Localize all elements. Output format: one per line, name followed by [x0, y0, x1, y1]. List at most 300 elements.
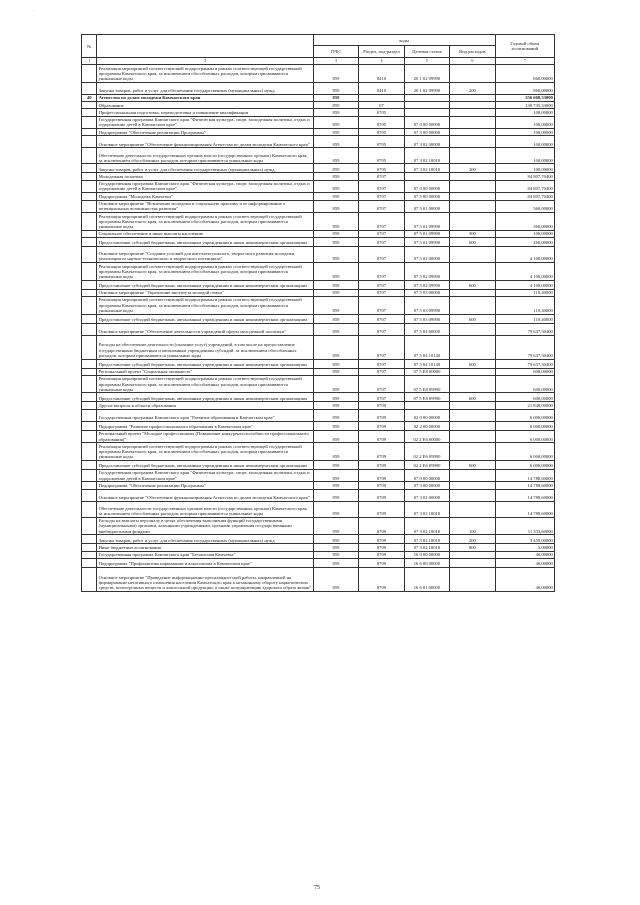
row-sum: 256 668,33000: [495, 94, 554, 101]
row-grbs: 859: [313, 136, 358, 148]
row-grbs: 859: [313, 262, 358, 280]
row-csr: 07 5 03 09990: [404, 296, 449, 314]
row-name: Основное мероприятие "Обеспечение функционирования Агентства по делам молодежи Камчатского края": [97, 136, 313, 148]
row-grbs: 859: [313, 489, 358, 501]
row-grbs: 859: [313, 482, 358, 489]
row-num: [82, 393, 97, 402]
table-row: [82, 489, 555, 501]
table-row: [82, 469, 555, 481]
header-index: 2: [97, 58, 313, 65]
row-grbs: 859: [313, 65, 358, 83]
row-name: Предоставление субсидий бюджетным, автономным учреждениям и иным некоммерческим организациям: [97, 393, 313, 402]
row-csr: [404, 402, 449, 409]
row-section: 0707: [359, 359, 404, 368]
row-grbs: 859: [313, 129, 358, 136]
row-csr: 07 0 00 00000: [404, 469, 449, 481]
row-sum: 6 000,00000: [495, 443, 554, 461]
row-csr: 16 6 00 00000: [404, 558, 449, 567]
row-grbs: 859: [313, 421, 358, 430]
row-csr: 07 5 E8 00000: [404, 368, 449, 375]
row-vr: 200: [450, 535, 495, 544]
row-sum: 6 000,00000: [495, 460, 554, 469]
row-section: 0707: [359, 200, 404, 212]
row-vr: 600: [450, 359, 495, 368]
row-name: Государственная программа Камчатского края "Безопасная Камчатка": [97, 551, 313, 558]
table-row: [82, 460, 555, 469]
row-section: 0709: [359, 517, 404, 535]
row-num: [82, 200, 97, 212]
row-sum: 79 637,30400: [495, 359, 554, 368]
row-section: 0707: [359, 246, 404, 262]
row-num: [82, 101, 97, 108]
row-csr: 07 3 02 10010: [404, 535, 449, 544]
row-num: [82, 335, 97, 359]
row-sum: 130 735,33000: [495, 101, 554, 108]
row-grbs: 859: [313, 460, 358, 469]
row-csr: 07 3 02 10010: [404, 164, 449, 173]
row-num: [82, 136, 97, 148]
row-name: Подпрограмма "Молодежь Камчатки": [97, 193, 313, 200]
row-grbs: 859: [313, 501, 358, 517]
row-sum: 4 100,00000: [495, 246, 554, 262]
row-num: [82, 375, 97, 393]
row-vr: [450, 148, 495, 164]
row-name: Подпрограмма "Обеспечение реализации Программы": [97, 129, 313, 136]
row-vr: [450, 323, 495, 335]
row-num: [82, 262, 97, 280]
header-index: 3: [313, 58, 358, 65]
row-sum: 6 000,00000: [495, 409, 554, 421]
row-sum: 600,00000: [495, 368, 554, 375]
row-section: 0705: [359, 116, 404, 128]
row-name: Основное мероприятие "Создание условий для интеллектуального, творческого развития молодежи, реализации ее научно-технического и творческого потенциала": [97, 246, 313, 262]
row-num: [82, 482, 97, 489]
table-row: [82, 501, 555, 517]
row-sum: 100,00000: [495, 109, 554, 116]
row-num: [82, 567, 97, 591]
row-section: 0705: [359, 109, 404, 116]
row-sum: 100,00000: [495, 136, 554, 148]
row-vr: 100: [450, 517, 495, 535]
row-num: [82, 368, 97, 375]
row-vr: [450, 200, 495, 212]
row-num: [82, 82, 97, 94]
row-grbs: 859: [313, 443, 358, 461]
header-section: Раздел, под-раздел: [359, 46, 404, 58]
row-section: 0709: [359, 460, 404, 469]
row-num: [82, 443, 97, 461]
row-sum: 14 788,60000: [495, 501, 554, 517]
row-csr: 07 0 00 00000: [404, 180, 449, 192]
row-grbs: 859: [313, 109, 358, 116]
table-body: [82, 65, 555, 592]
row-sum: 40,00000: [495, 558, 554, 567]
row-vr: [450, 375, 495, 393]
row-sum: 6 000,00000: [495, 421, 554, 430]
row-csr: 07 3 00 00000: [404, 129, 449, 136]
row-grbs: 859: [313, 246, 358, 262]
row-vr: [450, 109, 495, 116]
row-vr: [450, 421, 495, 430]
row-name: Основное мероприятие "Вовлечение молодежи в социальную практику и ее информирование о потенциальных возможностях развития": [97, 200, 313, 212]
row-vr: [450, 213, 495, 231]
row-csr: 07 5 04 10140: [404, 359, 449, 368]
row-name: Расходы на обеспечение деятельности (оказание услуг) учреждений, в том числе на предоставление государственным бюджетным и автономным учреждениям субсидий, за исключением обособленных расходов, которым присваиваются уникальные коды: [97, 335, 313, 359]
row-vr: 800: [450, 544, 495, 551]
row-vr: [450, 501, 495, 517]
row-section: 0707: [359, 230, 404, 237]
row-section: 0707: [359, 368, 404, 375]
table-row: [82, 296, 555, 314]
row-csr: 07 5 E8 09990: [404, 393, 449, 402]
row-section: 0707: [359, 335, 404, 359]
row-sum: 110,40000: [495, 296, 554, 314]
row-section: 0705: [359, 148, 404, 164]
row-name: Предоставление субсидий бюджетным, автономным учреждениям и иным некоммерческим организациям: [97, 237, 313, 246]
row-num: [82, 544, 97, 551]
row-csr: [404, 94, 449, 101]
table-row: [82, 535, 555, 544]
row-sum: 360,00000: [495, 213, 554, 231]
row-num: [82, 129, 97, 136]
row-csr: 07 5 04 00000: [404, 323, 449, 335]
table-row: [82, 82, 555, 94]
header-grbs: ГРБС: [313, 46, 358, 58]
row-sum: 79 637,30400: [495, 323, 554, 335]
row-csr: 02 2 E6 09990: [404, 443, 449, 461]
row-csr: [404, 101, 449, 108]
row-num: [82, 489, 97, 501]
row-section: 0707: [359, 280, 404, 289]
row-num: [82, 430, 97, 442]
row-csr: 07 5 04 10140: [404, 335, 449, 359]
row-section: 0707: [359, 213, 404, 231]
row-section: 0709: [359, 501, 404, 517]
row-sum: 110,40000: [495, 289, 554, 296]
row-csr: 02 2 E6 09990: [404, 460, 449, 469]
row-section: 0707: [359, 289, 404, 296]
row-grbs: 859: [313, 280, 358, 289]
row-sum: 110,40000: [495, 314, 554, 323]
row-num: [82, 501, 97, 517]
row-section: 0709: [359, 469, 404, 481]
row-vr: [450, 402, 495, 409]
row-section: 0709: [359, 489, 404, 501]
table-row: [82, 375, 555, 393]
row-num: [82, 289, 97, 296]
row-num: [82, 193, 97, 200]
row-csr: 07 5 01 09990: [404, 230, 449, 237]
row-name: Реализация мероприятий соответствующей подпрограммы в рамках соответствующей государственной программы Камчатского края, за исключением обособленных расходов, которым присваиваются уникальные коды: [97, 296, 313, 314]
table-row: [82, 482, 555, 489]
row-num: [82, 280, 97, 289]
table-row: [82, 443, 555, 461]
row-vr: 600: [450, 237, 495, 246]
row-section: 0705: [359, 136, 404, 148]
row-name: Агентство по делам молодежи Камчатского края: [97, 94, 313, 101]
row-sum: 100,00000: [495, 230, 554, 237]
row-vr: [450, 567, 495, 591]
row-section: 0707: [359, 262, 404, 280]
page-number: 75: [314, 885, 320, 891]
row-csr: 02 2 00 00000: [404, 421, 449, 430]
table-row: [82, 129, 555, 136]
row-num: [82, 180, 97, 192]
row-csr: 07 3 02 00000: [404, 136, 449, 148]
row-grbs: 859: [313, 116, 358, 128]
header-index: 4: [359, 58, 404, 65]
row-vr: [450, 409, 495, 421]
row-section: 0707: [359, 193, 404, 200]
row-sum: 260,00000: [495, 237, 554, 246]
row-grbs: 859: [313, 180, 358, 192]
row-csr: 20 1 02 09990: [404, 82, 449, 94]
table-row: [82, 359, 555, 368]
table-row: [82, 421, 555, 430]
row-name: Расходы на выплаты персоналу в целях обеспечения выполнения функций государственными (муниципальными) органами, казенными учреждениями, органами управления государственными внебюджетными фондами: [97, 517, 313, 535]
row-grbs: 859: [313, 323, 358, 335]
row-grbs: 859: [313, 544, 358, 551]
row-grbs: 859: [313, 213, 358, 231]
row-sum: 79 637,30400: [495, 335, 554, 359]
row-vr: [450, 94, 495, 101]
row-num: [82, 409, 97, 421]
table-row: [82, 262, 555, 280]
row-section: 0709: [359, 558, 404, 567]
row-name: Предоставление субсидий бюджетным, автономным учреждениям и иным некоммерческим организациям: [97, 314, 313, 323]
row-vr: 300: [450, 230, 495, 237]
table-row: [82, 109, 555, 116]
table-row: [82, 567, 555, 591]
row-sum: 14 788,60000: [495, 469, 554, 481]
row-num: [82, 517, 97, 535]
row-name: Обеспечение деятельности государственных органов власти (государственных органов) Камчатского края, за исключением обособленных расходов, которым присваиваются уникальные коды: [97, 148, 313, 164]
row-name: Государственная программа Камчатского края "Физическая культура, спорт, молодежная политика, отдых и оздоровление детей в Камчатском крае": [97, 180, 313, 192]
row-vr: [450, 296, 495, 314]
row-name: Закупка товаров, работ и услуг для обеспечения государственных (муниципальных) нужд: [97, 164, 313, 173]
row-csr: 02 2 E6 00000: [404, 430, 449, 442]
row-sum: 860,00000: [495, 82, 554, 94]
table-row: [82, 517, 555, 535]
row-sum: 600,00000: [495, 375, 554, 393]
row-num: [82, 558, 97, 567]
row-vr: [450, 551, 495, 558]
row-name: Социальное обеспечение и иные выплаты населению: [97, 230, 313, 237]
header-index-row: [82, 58, 555, 65]
row-num: [82, 116, 97, 128]
row-name: Государственная программа Камчатского края "Физическая культура, спорт, молодежная политика, отдых и оздоровление детей в Камчатском крае": [97, 116, 313, 128]
table-row: [82, 237, 555, 246]
row-sum: 6 000,00000: [495, 430, 554, 442]
header-index: 6: [450, 58, 495, 65]
row-name: Региональный проект "Молодые профессионалы (Повышение конкурентоспособности профессионального образования)": [97, 430, 313, 442]
row-section: 0709: [359, 409, 404, 421]
row-csr: 07 5 02 09990: [404, 262, 449, 280]
row-num: [82, 109, 97, 116]
row-vr: [450, 558, 495, 567]
row-grbs: 859: [313, 314, 358, 323]
row-num: [82, 296, 97, 314]
header-num: №: [82, 35, 97, 58]
row-name: Реализация мероприятий соответствующей подпрограммы в рамках соответствующей государственной программы Камчатского края, за исключением обособленных расходов, которым присваиваются уникальные коды: [97, 213, 313, 231]
row-grbs: 859: [313, 375, 358, 393]
row-sum: 100,00000: [495, 116, 554, 128]
row-sum: 40,00000: [495, 551, 554, 558]
row-grbs: 859: [313, 535, 358, 544]
row-vr: 600: [450, 460, 495, 469]
row-csr: 07 5 02 00000: [404, 246, 449, 262]
row-num: [82, 421, 97, 430]
row-section: 0709: [359, 430, 404, 442]
table-row: [82, 101, 555, 108]
row-section: 0705: [359, 164, 404, 173]
table-row: [82, 180, 555, 192]
row-section: 0707: [359, 393, 404, 402]
row-vr: [450, 136, 495, 148]
row-name: Профессиональная подготовка, переподготовка и повышение квалификации: [97, 109, 313, 116]
row-section: 0707: [359, 173, 404, 180]
table-row: [82, 289, 555, 296]
row-vr: [450, 129, 495, 136]
row-sum: 40,00000: [495, 567, 554, 591]
row-grbs: 859: [313, 173, 358, 180]
row-num: [82, 148, 97, 164]
row-csr: 07 5 01 00000: [404, 200, 449, 212]
row-grbs: 859: [313, 237, 358, 246]
row-name: Предоставление субсидий бюджетным, автономным учреждениям и иным некоммерческим организациям: [97, 280, 313, 289]
row-name: Основное мероприятие "Обеспечение деятельности учреждений сферы молодежной политики": [97, 323, 313, 335]
row-grbs: 859: [313, 469, 358, 481]
table-row: [82, 148, 555, 164]
row-num: [82, 237, 97, 246]
row-grbs: 859: [313, 402, 358, 409]
table-row: [82, 136, 555, 148]
row-grbs: 859: [313, 148, 358, 164]
row-sum: 3 450,00000: [495, 535, 554, 544]
row-section: 0410: [359, 82, 404, 94]
row-csr: 07 3 02 10010: [404, 148, 449, 164]
table-row: [82, 314, 555, 323]
row-vr: [450, 116, 495, 128]
row-csr: 07 3 02 00000: [404, 489, 449, 501]
row-csr: 20 1 02 09990: [404, 65, 449, 83]
row-name: Основное мероприятие "Проведение информационно-пропагандистской работы, направленной на формирование негативного отношения населения Камчатского края к незаконному обороту наркотических средств, психотропных веществ и алкогольной продукции, а также популяризацию здорового образа жизни": [97, 567, 313, 591]
header-vr: Вид расходов: [450, 46, 495, 58]
row-section: 0709: [359, 482, 404, 489]
row-name: Государственная программа Камчатского края "Физическая культура, спорт, молодежная политика, отдых и оздоровление детей в Камчатском крае": [97, 469, 313, 481]
row-section: 0709: [359, 421, 404, 430]
row-section: 0410: [359, 65, 404, 83]
row-name: Реализация мероприятий соответствующей подпрограммы в рамках соответствующей государственной программы Камчатского края, за исключением обособленных расходов, которым присваиваются уникальные коды: [97, 375, 313, 393]
row-csr: 07 5 03 09990: [404, 314, 449, 323]
row-csr: [404, 109, 449, 116]
row-name: Предоставление субсидий бюджетным, автономным учреждениям и иным некоммерческим организациям: [97, 460, 313, 469]
row-num: [82, 323, 97, 335]
row-vr: [450, 180, 495, 192]
row-name: Подпрограмма "Развитие профессионального образования в Камчатском крае": [97, 421, 313, 430]
row-grbs: 859: [313, 101, 358, 108]
row-sum: 14 788,60000: [495, 482, 554, 489]
row-section: 0705: [359, 129, 404, 136]
row-sum: 14 788,60000: [495, 489, 554, 501]
row-grbs: 859: [313, 94, 358, 101]
table-row: [82, 200, 555, 212]
row-vr: 200: [450, 82, 495, 94]
row-csr: 07 5 01 09990: [404, 237, 449, 246]
row-grbs: 859: [313, 430, 358, 442]
row-sum: 84 807,70400: [495, 173, 554, 180]
row-name: Региональный проект "Социальная активность": [97, 368, 313, 375]
table-row: [82, 65, 555, 83]
header-sum: Годовой объем ассигнований: [495, 35, 554, 58]
header-index: 7: [495, 58, 554, 65]
row-sum: 100,00000: [495, 129, 554, 136]
row-section: 0707: [359, 314, 404, 323]
table-row: [82, 173, 555, 180]
row-sum: 600,00000: [495, 393, 554, 402]
row-section: 0707: [359, 180, 404, 192]
row-name: Обеспечение деятельности государственных органов власти (государственных органов) Камчатского края, за исключением обособленных расходов, которым присваиваются уникальные коды: [97, 501, 313, 517]
table-row: [82, 116, 555, 128]
table-row: [82, 164, 555, 173]
row-name: Основное мероприятие "Укрепление института молодой семьи": [97, 289, 313, 296]
row-sum: 360,00000: [495, 200, 554, 212]
row-sum: 4 100,00000: [495, 280, 554, 289]
row-grbs: 859: [313, 393, 358, 402]
row-grbs: 859: [313, 296, 358, 314]
row-section: 07: [359, 101, 404, 108]
row-csr: 07 0 00 00000: [404, 116, 449, 128]
row-sum: 100,00000: [495, 148, 554, 164]
row-vr: [450, 469, 495, 481]
row-grbs: 859: [313, 551, 358, 558]
table-row: [82, 213, 555, 231]
row-sum: 84 807,70400: [495, 180, 554, 192]
row-name: Подпрограмма "Профилактика наркомании и алкоголизма в Камчатском крае": [97, 558, 313, 567]
row-section: 0709: [359, 544, 404, 551]
row-vr: [450, 335, 495, 359]
row-grbs: 859: [313, 230, 358, 237]
row-sum: 100,00000: [495, 164, 554, 173]
table-row: [82, 280, 555, 289]
row-grbs: 859: [313, 368, 358, 375]
row-section: 0709: [359, 567, 404, 591]
row-num: [82, 551, 97, 558]
table-row: [82, 335, 555, 359]
table-row: [82, 558, 555, 567]
row-name: Закупка товаров, работ и услуг для обеспечения государственных (муниципальных) нужд: [97, 82, 313, 94]
header-index: 1: [82, 58, 97, 65]
row-grbs: 859: [313, 200, 358, 212]
row-vr: 200: [450, 164, 495, 173]
row-name: Молодежная политика: [97, 173, 313, 180]
header-csr: Целевая статья: [404, 46, 449, 58]
row-sum: 4 100,00000: [495, 262, 554, 280]
row-section: 0707: [359, 375, 404, 393]
table-row: [82, 551, 555, 558]
row-csr: 16 0 00 00000: [404, 551, 449, 558]
table-row: [82, 430, 555, 442]
row-csr: 07 5 02 09990: [404, 280, 449, 289]
table-row: [82, 193, 555, 200]
row-name: Закупка товаров, работ и услуг для обеспечения государственных (муниципальных) нужд: [97, 535, 313, 544]
row-name: Подпрограмма "Обеспечение реализации Программы": [97, 482, 313, 489]
row-sum: 11 333,60000: [495, 517, 554, 535]
row-grbs: 859: [313, 289, 358, 296]
row-section: 0707: [359, 296, 404, 314]
row-name: Реализация мероприятий соответствующей подпрограммы в рамках соответствующей государственной программы Камчатского края, за исключением обособленных расходов, которым присваиваются уникальные коды: [97, 443, 313, 461]
row-grbs: 859: [313, 567, 358, 591]
